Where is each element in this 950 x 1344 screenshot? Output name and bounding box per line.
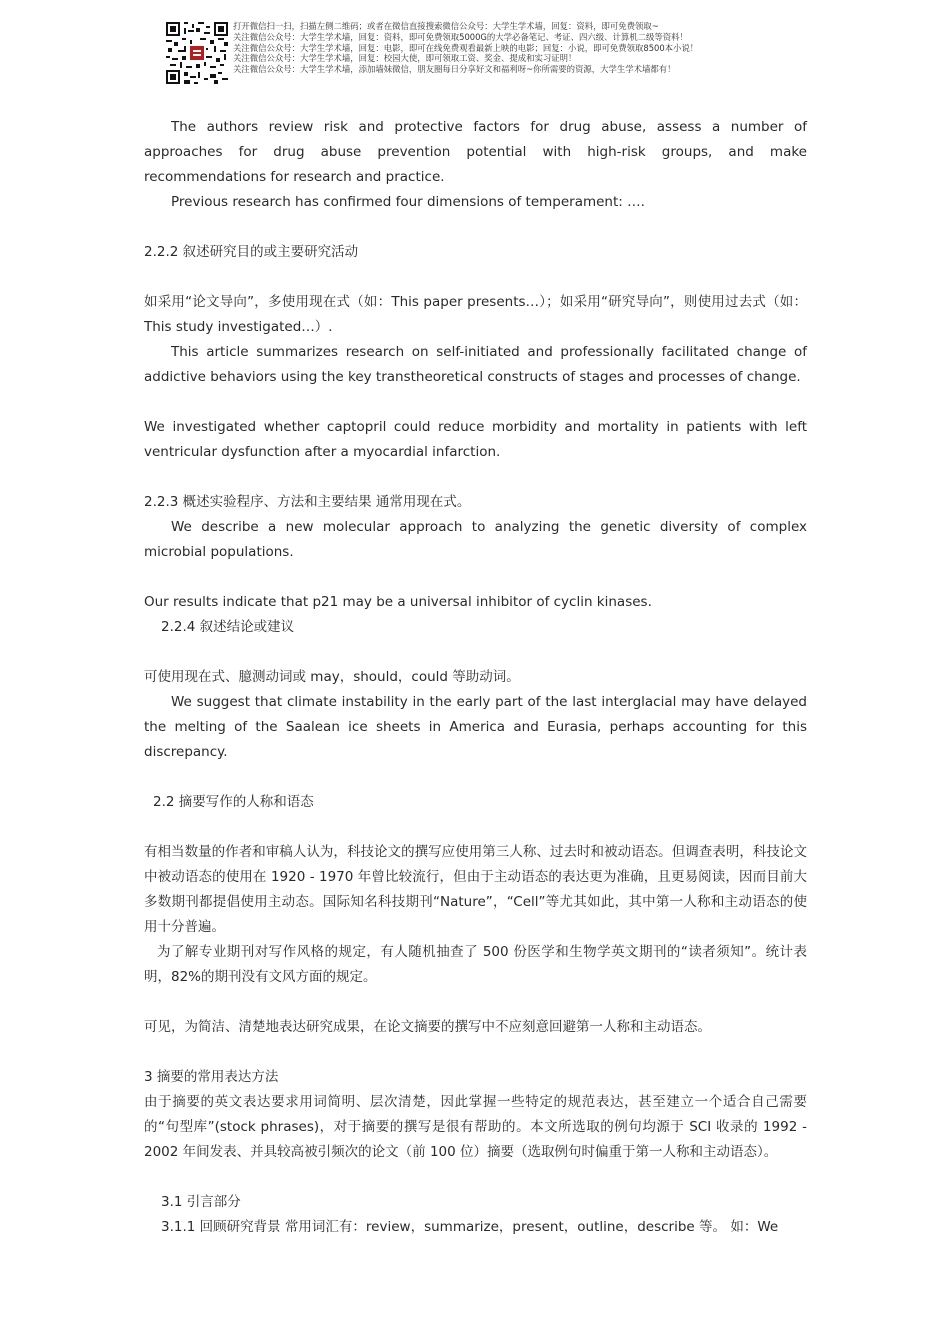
paragraph: This article summarizes research on self-initiated and professionally facilitated change of addictive behaviors using the key transtheoretical constructs of stages and processes of change. (144, 344, 807, 385)
promo-line: 关注微信公众号：大学生学术墙，回复：校园大使，即可领取工资、奖金、提成和实习证明！ (233, 53, 577, 64)
paragraph: 由于摘要的英文表达要求用词简明、层次清楚，因此掌握一些特定的规范表达，甚至建立一个适合自己需要的“句型库”(stock phrases)，对于摘要的撰写是很有帮助的。本文所选取的例句均源于 SCI 收录的 1992 - 2002 年间发表、并具较高被引频次的论文（前 100 位）摘要（选取例句时偏重于第一人称和主动语态）。 (144, 1094, 807, 1160)
section-heading-2-2-3: 2.2.3 概述实验程序、方法和主要结果 通常用现在式。 (144, 494, 471, 510)
paragraph: 3.1.1 回顾研究背景 常用词汇有：review，summarize，present，outline，describe 等。 如：We (161, 1219, 779, 1235)
paragraph: We describe a new molecular approach to analyzing the genetic diversity of complex microbial populations. (144, 519, 807, 560)
section-heading-3: 3 摘要的常用表达方法 (144, 1069, 279, 1085)
paragraph: 可使用现在式、臆测动词或 may，should，could 等助动词。 (144, 669, 520, 685)
promo-header (166, 20, 786, 86)
paragraph: The authors review risk and protective factors for drug abuse, assess a number of approaches for drug abuse prevention potential with high-risk groups, and make recommendations for research and practice. (144, 119, 807, 185)
section-heading-2-2-2: 2.2.2 叙述研究目的或主要研究活动 (144, 244, 359, 260)
document-body (144, 115, 807, 1240)
section-heading-3-1: 3.1 引言部分 (161, 1194, 241, 1210)
paragraph: 如采用“论文导向”，多使用现在式（如：This paper presents…）；如采用“研究导向”，则使用过去式（如：This study investigated…）. (144, 294, 807, 335)
paragraph: Previous research has confirmed four dimensions of temperament: …. (171, 194, 645, 210)
section-heading-2-2-4: 2.2.4 叙述结论或建议 (161, 619, 295, 635)
paragraph: We investigated whether captopril could reduce morbidity and mortality in patients with left ventricular dysfunction after a myocardial infarction. (144, 419, 807, 460)
section-heading-2-2: 2.2 摘要写作的人称和语态 (153, 794, 314, 810)
paragraph: Our results indicate that p21 may be a universal inhibitor of cyclin kinases. (144, 594, 652, 610)
paragraph: We suggest that climate instability in the early part of the last interglacial may have delayed the melting of the Saalean ice sheets in America and Eurasia, perhaps accounting for this discrepancy. (144, 694, 807, 760)
promo-line: 关注微信公众号：大学生学术墙，回复：电影，即可在线免费观看最新上映的电影；回复：小说，即可免费领取8500本小说！ (233, 42, 699, 53)
qr-code-icon[interactable] (166, 22, 228, 84)
paragraph: 为了解专业期刊对写作风格的规定，有人随机抽查了 500 份医学和生物学英文期刊的“读者须知”。统计表明，82%的期刊没有文风方面的规定。 (144, 944, 807, 985)
paragraph: 可见，为简洁、清楚地表达研究成果，在论文摘要的撰写中不应刻意回避第一人称和主动语态。 (144, 1019, 711, 1035)
paragraph: 有相当数量的作者和审稿人认为，科技论文的撰写应使用第三人称、过去时和被动语态。但调查表明，科技论文中被动语态的使用在 1920 - 1970 年曾比较流行，但由于主动语态的表达更为准确，且更易阅读，因而目前大多数期刊都提倡使用主动态。国际知名科技期刊“Nature”，“Cell”等尤其如此，其中第一人称和主动语态的使用十分普遍。 (144, 844, 807, 935)
promo-line: 关注微信公众号：大学生学术墙，回复：资料，即可免费领取5000G的大学必备笔记、考证、四六级、计算机二级等资料！ (233, 31, 688, 42)
promo-line: 打开微信扫一扫，扫描左侧二维码；或者在微信直接搜索微信公众号：大学生学术墙，回复：资料，即可免费领取~ (233, 21, 659, 31)
promo-line: 关注微信公众号：大学生学术墙，添加墙妹微信，朋友圈每日分享好文和福利呀~你所需要的资源，大学生学术墙都有！ (233, 64, 676, 75)
promo-text (233, 21, 793, 75)
